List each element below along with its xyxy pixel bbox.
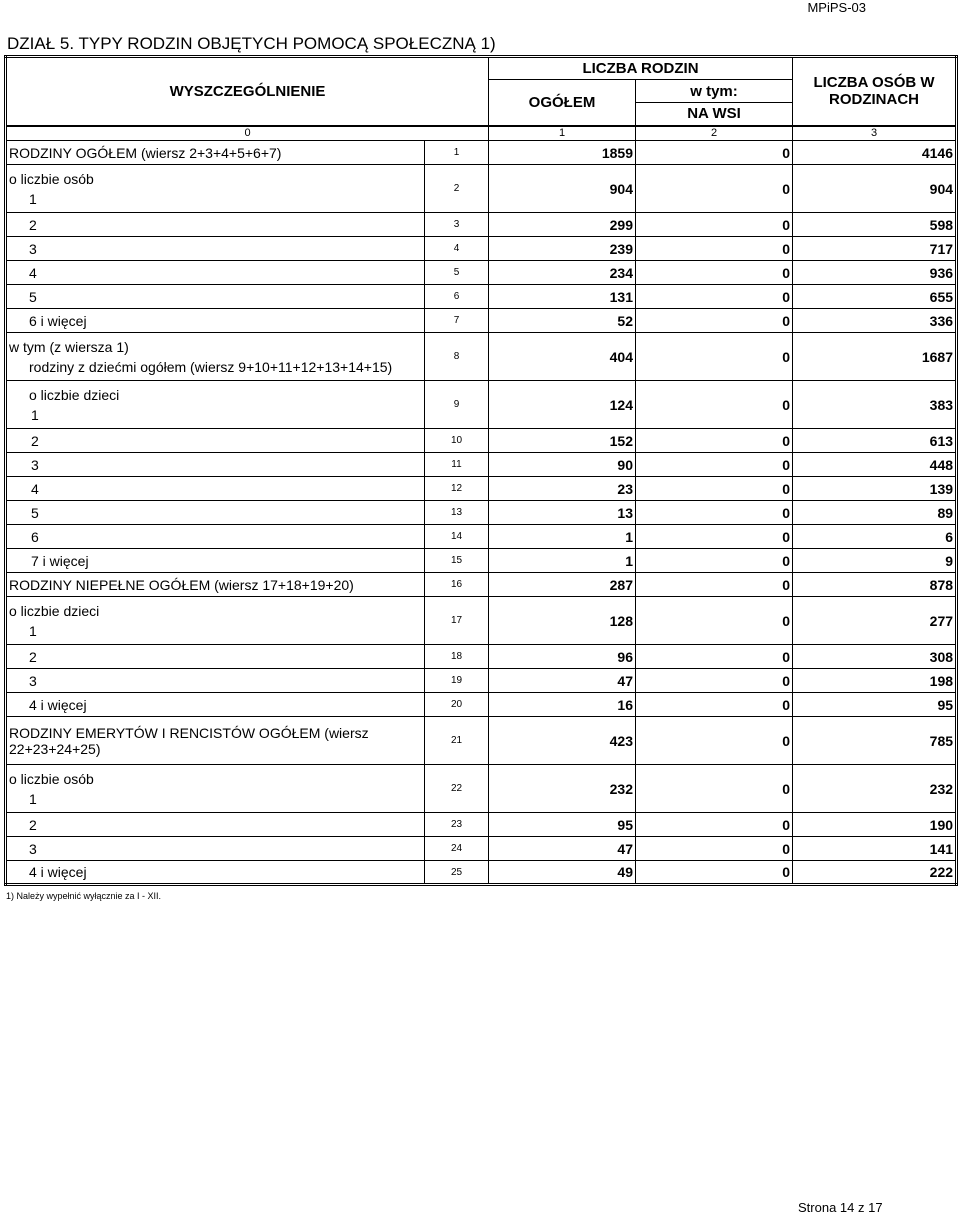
persons-count: 9 bbox=[793, 549, 957, 573]
families-rural: 0 bbox=[636, 381, 793, 429]
families-rural: 0 bbox=[636, 237, 793, 261]
families-rural: 0 bbox=[636, 453, 793, 477]
families-rural: 0 bbox=[636, 429, 793, 453]
table-row bbox=[6, 261, 957, 285]
table-row bbox=[6, 573, 957, 597]
row-number: 13 bbox=[425, 501, 489, 525]
header-persons-count: LICZBA OSÓB W RODZINACH bbox=[793, 57, 957, 126]
families-rural: 0 bbox=[636, 309, 793, 333]
persons-count: 717 bbox=[793, 237, 957, 261]
row-label: 2 bbox=[6, 645, 425, 669]
families-rural: 0 bbox=[636, 141, 793, 165]
row-number: 2 bbox=[425, 165, 489, 213]
header-spec: WYSZCZEGÓLNIENIE bbox=[6, 57, 489, 126]
row-label: 7 i więcej bbox=[6, 549, 425, 573]
table-row bbox=[6, 453, 957, 477]
table-row bbox=[6, 693, 957, 717]
families-total: 904 bbox=[489, 165, 636, 213]
table-row bbox=[6, 477, 957, 501]
families-rural: 0 bbox=[636, 261, 793, 285]
table-row bbox=[6, 141, 957, 165]
table-row bbox=[6, 765, 957, 813]
row-number: 4 bbox=[425, 237, 489, 261]
persons-count: 785 bbox=[793, 717, 957, 765]
row-label: RODZINY NIEPEŁNE OGÓŁEM (wiersz 17+18+19+20) bbox=[6, 573, 425, 597]
row-number: 7 bbox=[425, 309, 489, 333]
families-total: 1 bbox=[489, 549, 636, 573]
persons-count: 336 bbox=[793, 309, 957, 333]
header-families-count: LICZBA RODZIN bbox=[489, 57, 793, 80]
row-number: 11 bbox=[425, 453, 489, 477]
column-number: 1 bbox=[489, 126, 636, 141]
row-label: 3 bbox=[6, 837, 425, 861]
row-number: 19 bbox=[425, 669, 489, 693]
row-label: o liczbie osób 1 bbox=[6, 765, 425, 813]
persons-count: 904 bbox=[793, 165, 957, 213]
row-label: 3 bbox=[6, 237, 425, 261]
families-total: 96 bbox=[489, 645, 636, 669]
families-total: 423 bbox=[489, 717, 636, 765]
table-row bbox=[6, 717, 957, 765]
table-row bbox=[6, 645, 957, 669]
persons-count: 198 bbox=[793, 669, 957, 693]
row-number: 15 bbox=[425, 549, 489, 573]
table-row bbox=[6, 429, 957, 453]
families-total: 234 bbox=[489, 261, 636, 285]
header-rural: NA WSI bbox=[636, 103, 793, 126]
row-label: RODZINY OGÓŁEM (wiersz 2+3+4+5+6+7) bbox=[6, 141, 425, 165]
header-total: OGÓŁEM bbox=[489, 80, 636, 126]
row-number: 23 bbox=[425, 813, 489, 837]
persons-count: 141 bbox=[793, 837, 957, 861]
families-total: 232 bbox=[489, 765, 636, 813]
persons-count: 613 bbox=[793, 429, 957, 453]
row-number: 24 bbox=[425, 837, 489, 861]
persons-count: 655 bbox=[793, 285, 957, 309]
row-label: 3 bbox=[6, 669, 425, 693]
row-number: 3 bbox=[425, 213, 489, 237]
row-number: 20 bbox=[425, 693, 489, 717]
row-label: 5 bbox=[6, 285, 425, 309]
families-rural: 0 bbox=[636, 165, 793, 213]
row-label: 2 bbox=[6, 213, 425, 237]
row-number: 12 bbox=[425, 477, 489, 501]
persons-count: 277 bbox=[793, 597, 957, 645]
families-rural: 0 bbox=[636, 861, 793, 885]
families-rural: 0 bbox=[636, 333, 793, 381]
table-row bbox=[6, 213, 957, 237]
column-number: 3 bbox=[793, 126, 957, 141]
row-label: o liczbie osób 1 bbox=[6, 165, 425, 213]
families-total: 1859 bbox=[489, 141, 636, 165]
persons-count: 308 bbox=[793, 645, 957, 669]
family-types-table bbox=[4, 55, 958, 886]
families-total: 152 bbox=[489, 429, 636, 453]
persons-count: 598 bbox=[793, 213, 957, 237]
families-total: 299 bbox=[489, 213, 636, 237]
families-total: 49 bbox=[489, 861, 636, 885]
families-rural: 0 bbox=[636, 813, 793, 837]
families-rural: 0 bbox=[636, 213, 793, 237]
row-label: 3 bbox=[6, 453, 425, 477]
header-of-which: w tym: bbox=[636, 80, 793, 103]
families-rural: 0 bbox=[636, 765, 793, 813]
families-total: 52 bbox=[489, 309, 636, 333]
families-rural: 0 bbox=[636, 285, 793, 309]
families-rural: 0 bbox=[636, 501, 793, 525]
row-number: 9 bbox=[425, 381, 489, 429]
families-total: 1 bbox=[489, 525, 636, 549]
row-number: 18 bbox=[425, 645, 489, 669]
row-label: RODZINY EMERYTÓW I RENCISTÓW OGÓŁEM (wiersz 22+23+24+25) bbox=[6, 717, 425, 765]
row-label: o liczbie dzieci 1 bbox=[6, 381, 425, 429]
families-rural: 0 bbox=[636, 573, 793, 597]
families-total: 16 bbox=[489, 693, 636, 717]
row-number: 25 bbox=[425, 861, 489, 885]
table-row bbox=[6, 237, 957, 261]
row-number: 21 bbox=[425, 717, 489, 765]
families-rural: 0 bbox=[636, 837, 793, 861]
families-total: 128 bbox=[489, 597, 636, 645]
families-rural: 0 bbox=[636, 525, 793, 549]
families-rural: 0 bbox=[636, 597, 793, 645]
persons-count: 222 bbox=[793, 861, 957, 885]
row-label: 2 bbox=[6, 429, 425, 453]
row-number: 22 bbox=[425, 765, 489, 813]
table-row bbox=[6, 669, 957, 693]
table-row bbox=[6, 381, 957, 429]
table-row bbox=[6, 309, 957, 333]
form-code: MPiPS-03 bbox=[807, 0, 866, 15]
row-number: 14 bbox=[425, 525, 489, 549]
table-row bbox=[6, 285, 957, 309]
persons-count: 1687 bbox=[793, 333, 957, 381]
persons-count: 878 bbox=[793, 573, 957, 597]
persons-count: 190 bbox=[793, 813, 957, 837]
table-row bbox=[6, 597, 957, 645]
page-number: Strona 14 z 17 bbox=[798, 1200, 883, 1215]
families-rural: 0 bbox=[636, 693, 793, 717]
families-total: 287 bbox=[489, 573, 636, 597]
families-total: 13 bbox=[489, 501, 636, 525]
row-number: 8 bbox=[425, 333, 489, 381]
persons-count: 139 bbox=[793, 477, 957, 501]
row-number: 17 bbox=[425, 597, 489, 645]
row-label: 2 bbox=[6, 813, 425, 837]
table-row bbox=[6, 525, 957, 549]
row-number: 5 bbox=[425, 261, 489, 285]
persons-count: 4146 bbox=[793, 141, 957, 165]
families-total: 131 bbox=[489, 285, 636, 309]
row-label: o liczbie dzieci 1 bbox=[6, 597, 425, 645]
row-number: 1 bbox=[425, 141, 489, 165]
persons-count: 936 bbox=[793, 261, 957, 285]
families-rural: 0 bbox=[636, 549, 793, 573]
families-rural: 0 bbox=[636, 717, 793, 765]
row-number: 6 bbox=[425, 285, 489, 309]
table-row bbox=[6, 813, 957, 837]
families-rural: 0 bbox=[636, 669, 793, 693]
footnote: 1) Należy wypełnić wyłącznie za I - XII. bbox=[6, 891, 162, 901]
families-rural: 0 bbox=[636, 645, 793, 669]
column-number: 2 bbox=[636, 126, 793, 141]
table-row bbox=[6, 549, 957, 573]
row-label: 6 i więcej bbox=[6, 309, 425, 333]
persons-count: 89 bbox=[793, 501, 957, 525]
persons-count: 448 bbox=[793, 453, 957, 477]
column-number: 0 bbox=[6, 126, 489, 141]
table-row bbox=[6, 501, 957, 525]
row-number: 10 bbox=[425, 429, 489, 453]
table-row bbox=[6, 165, 957, 213]
row-label: 4 i więcej bbox=[6, 693, 425, 717]
table-row bbox=[6, 861, 957, 885]
row-label: 4 i więcej bbox=[6, 861, 425, 885]
families-total: 239 bbox=[489, 237, 636, 261]
row-label: 4 bbox=[6, 477, 425, 501]
row-label: 4 bbox=[6, 261, 425, 285]
row-number: 16 bbox=[425, 573, 489, 597]
table-row bbox=[6, 837, 957, 861]
persons-count: 232 bbox=[793, 765, 957, 813]
families-total: 124 bbox=[489, 381, 636, 429]
families-total: 47 bbox=[489, 837, 636, 861]
families-total: 47 bbox=[489, 669, 636, 693]
row-label: 5 bbox=[6, 501, 425, 525]
row-label: w tym (z wiersza 1) rodziny z dziećmi ogółem (wiersz 9+10+11+12+13+14+15) bbox=[6, 333, 425, 381]
families-total: 90 bbox=[489, 453, 636, 477]
row-label: 6 bbox=[6, 525, 425, 549]
families-total: 23 bbox=[489, 477, 636, 501]
families-rural: 0 bbox=[636, 477, 793, 501]
families-total: 404 bbox=[489, 333, 636, 381]
table-row bbox=[6, 333, 957, 381]
persons-count: 383 bbox=[793, 381, 957, 429]
families-total: 95 bbox=[489, 813, 636, 837]
column-numbers-row bbox=[6, 126, 957, 141]
persons-count: 6 bbox=[793, 525, 957, 549]
persons-count: 95 bbox=[793, 693, 957, 717]
section-title: DZIAŁ 5. TYPY RODZIN OBJĘTYCH POMOCĄ SPOŁECZNĄ 1) bbox=[7, 34, 496, 53]
